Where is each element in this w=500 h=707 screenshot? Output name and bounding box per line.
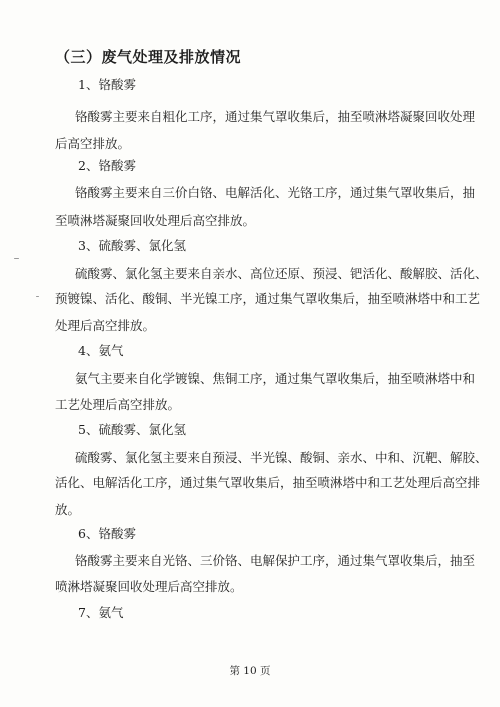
item-1-line-1: 铬酸雾主要来自粗化工序，通过集气罩收集后，抽至喷淋塔凝聚回收处理 <box>75 109 476 124</box>
item-1-line-2: 后高空排放。 <box>55 136 131 151</box>
item-3-line-3: 处理后高空排放。 <box>55 318 156 333</box>
item-5-line-3: 放。 <box>55 502 81 517</box>
item-3-title: 3、硫酸雾、氯化氢 <box>78 238 186 253</box>
item-7-title: 7、氨气 <box>78 605 124 620</box>
item-4-line-1: 氨气主要来自化学镀镍、焦铜工序，通过集气罩收集后，抽至喷淋塔中和 <box>75 371 476 386</box>
item-2-line-2: 至喷淋塔凝聚回收处理后高空排放。 <box>55 213 256 228</box>
item-4-line-2: 工艺处理后高空排放。 <box>55 397 181 412</box>
item-3-line-2: 预镀镍、活化、酸铜、半光镍工序，通过集气罩收集后，抽至喷淋塔中和工艺 <box>55 291 481 306</box>
scan-mark <box>36 296 39 297</box>
item-5-title: 5、硫酸雾、氯化氢 <box>78 422 186 437</box>
item-5-line-1: 硫酸雾、氯化氢主要来自预浸、半光镍、酸铜、亲水、中和、沉靶、解胶、 <box>75 450 488 465</box>
item-5-line-2: 活化、电解活化工序，通过集气罩收集后，抽至喷淋塔中和工艺处理后高空排 <box>55 475 481 490</box>
page-number: 第 10 页 <box>229 665 271 677</box>
item-4-title: 4、氨气 <box>78 343 124 358</box>
item-6-title: 6、铬酸雾 <box>78 526 136 541</box>
item-3-line-1: 硫酸雾、氯化氢主要来自亲水、高位还原、预浸、钯活化、酸解胶、活化、 <box>75 266 488 281</box>
item-6-line-1: 铬酸雾主要来自光铬、三价铬、电解保护工序，通过集气罩收集后，抽至 <box>75 553 476 568</box>
scan-mark <box>14 258 19 259</box>
item-2-title: 2、铬酸雾 <box>78 158 136 173</box>
item-6-line-2: 喷淋塔凝聚回收处理后高空排放。 <box>55 579 243 594</box>
item-1-title: 1、铬酸雾 <box>78 77 136 92</box>
section-heading: （三）废气处理及排放情况 <box>55 48 242 66</box>
item-2-line-1: 铬酸雾主要来自三价白铬、电解活化、光铬工序，通过集气罩收集后，抽 <box>75 185 476 200</box>
